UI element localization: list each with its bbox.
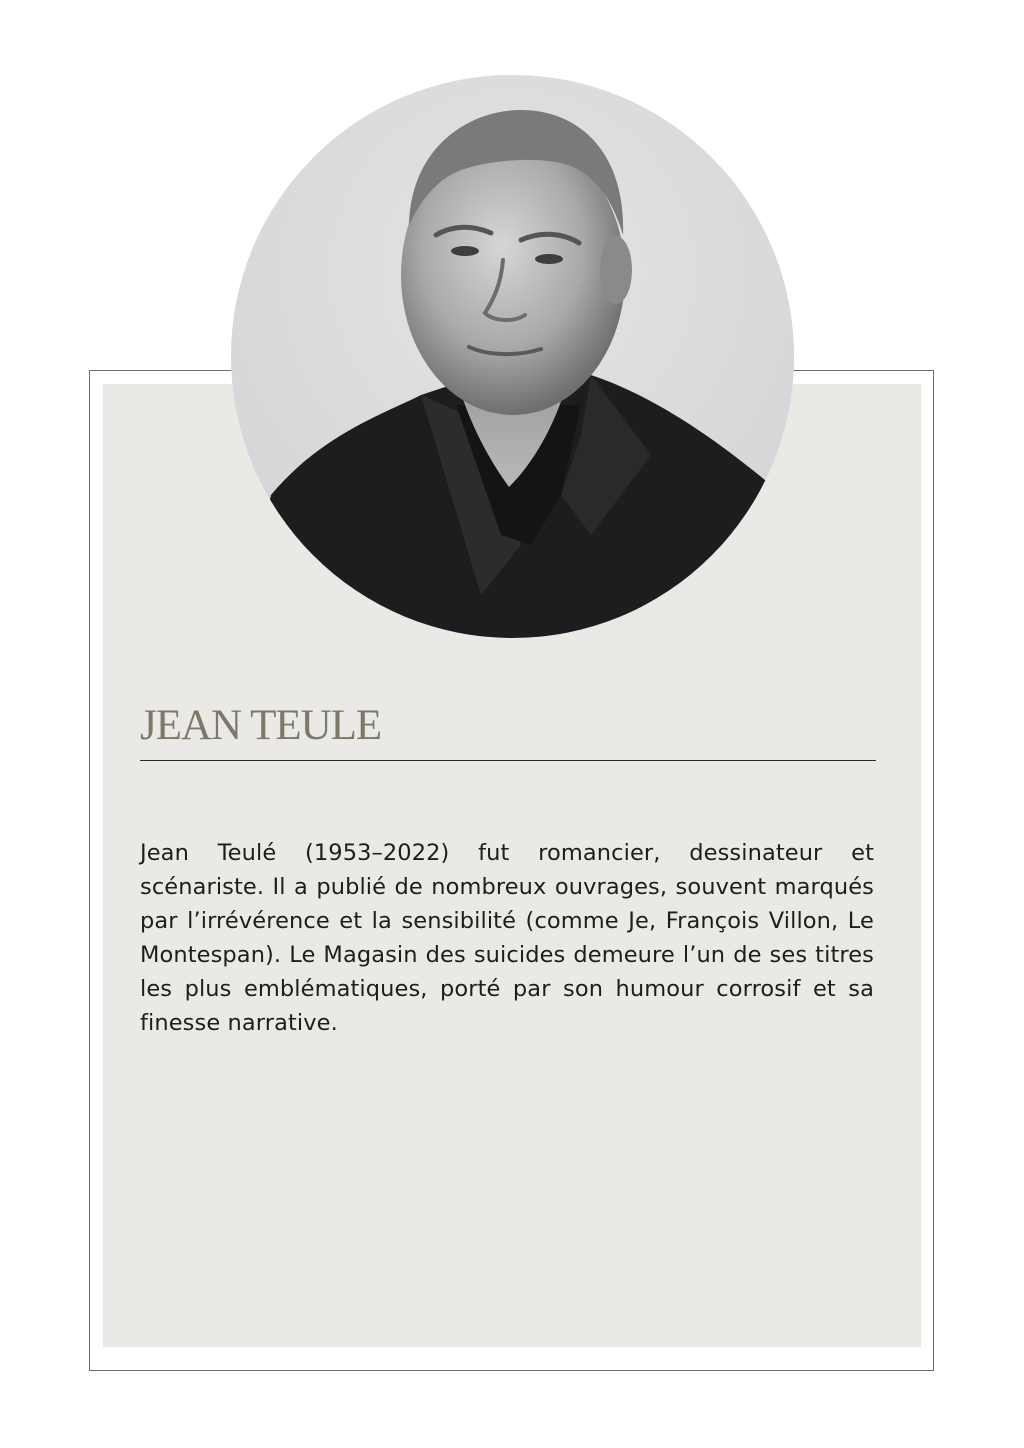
name-underline	[140, 760, 876, 761]
author-portrait	[231, 75, 794, 638]
author-name: JEAN TEULE	[140, 702, 382, 749]
author-biography: Jean Teulé (1953–2022) fut romancier, dessinateur et scénariste. Il a publié de nombreux ouvrages, souvent marqués par l’irrévérence et la sensibilité (comme Je, François Villon, Le Montespan). Le Magasin des suicides demeure l’un de ses titres les plus emblématiques, porté par son humour corrosif et sa finesse narrative.	[140, 840, 874, 1036]
